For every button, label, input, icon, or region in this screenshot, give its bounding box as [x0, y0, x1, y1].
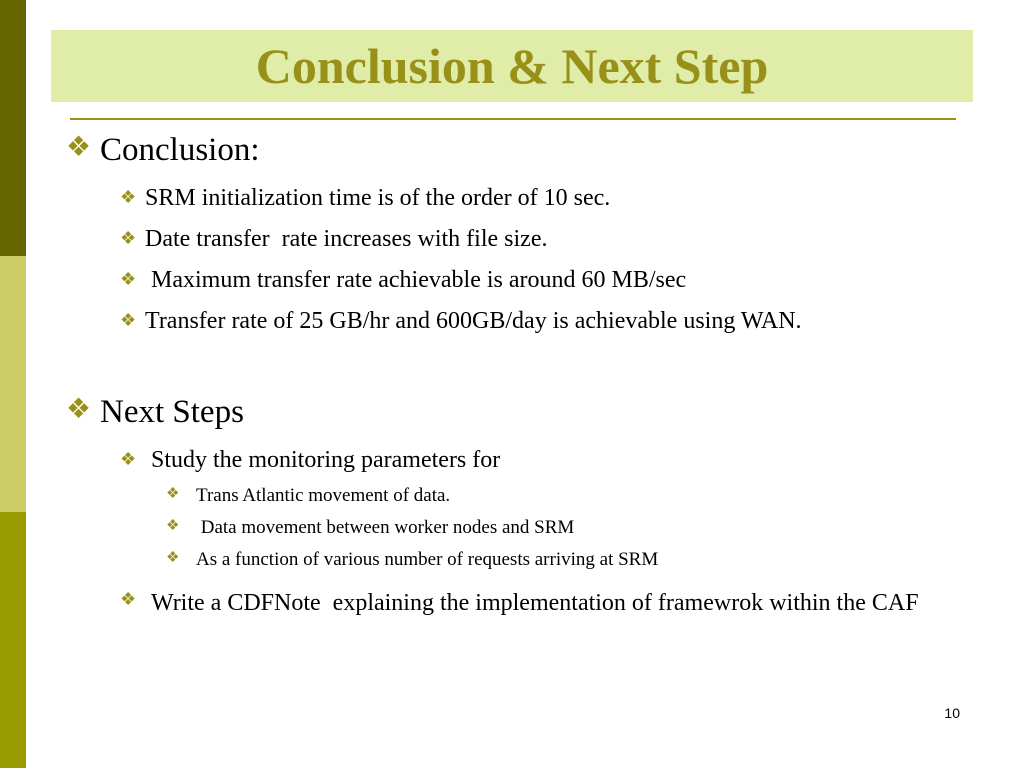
conclusion-item-text: Date transfer rate increases with file size. [145, 226, 548, 252]
diamond-bullet-icon: ❖ [166, 550, 180, 566]
next-steps-subitem [166, 485, 450, 507]
diamond-bullet-icon: ❖ [120, 310, 137, 330]
next-steps-heading: Next Steps [100, 394, 244, 430]
conclusion-heading: Conclusion: [100, 132, 260, 168]
next-steps-subitem-text: Trans Atlantic movement of data. [196, 485, 451, 506]
next-steps-subitem [166, 549, 658, 571]
next-steps-item [120, 587, 975, 620]
slide-title: Conclusion & Next Step [255, 38, 769, 94]
conclusion-item [120, 308, 802, 335]
diamond-bullet-icon: ❖ [120, 228, 137, 248]
diamond-bullet-icon: ❖ [66, 394, 92, 425]
diamond-bullet-icon: ❖ [120, 449, 137, 469]
diamond-bullet-icon: ❖ [120, 589, 137, 609]
next-steps-subitem [166, 517, 574, 539]
next-steps-item-text: Write a CDFNote explaining the implementation of framewrok within the CAF [145, 590, 919, 616]
page-number: 10 [944, 705, 960, 721]
diamond-bullet-icon: ❖ [166, 486, 180, 502]
diamond-bullet-icon: ❖ [120, 187, 137, 207]
diamond-bullet-icon: ❖ [120, 269, 137, 289]
conclusion-heading-item [66, 132, 260, 169]
diamond-bullet-icon: ❖ [66, 132, 92, 163]
conclusion-item-text: SRM initialization time is of the order of 10 sec. [145, 185, 611, 211]
conclusion-item [120, 185, 610, 212]
conclusion-item-text: Maximum transfer rate achievable is around 60 MB/sec [145, 267, 687, 293]
conclusion-item [120, 226, 547, 253]
conclusion-item-text: Transfer rate of 25 GB/hr and 600GB/day is achievable using WAN. [145, 308, 802, 334]
next-steps-subitem-text: Data movement between worker nodes and SRM [196, 517, 575, 538]
diamond-bullet-icon: ❖ [166, 518, 180, 534]
next-steps-subitem-text: As a function of various number of requests arriving at SRM [196, 549, 659, 570]
next-steps-item-text: Study the monitoring parameters for [145, 447, 501, 473]
next-steps-item [120, 447, 500, 474]
conclusion-item [120, 267, 686, 294]
next-steps-heading-item [66, 394, 244, 431]
